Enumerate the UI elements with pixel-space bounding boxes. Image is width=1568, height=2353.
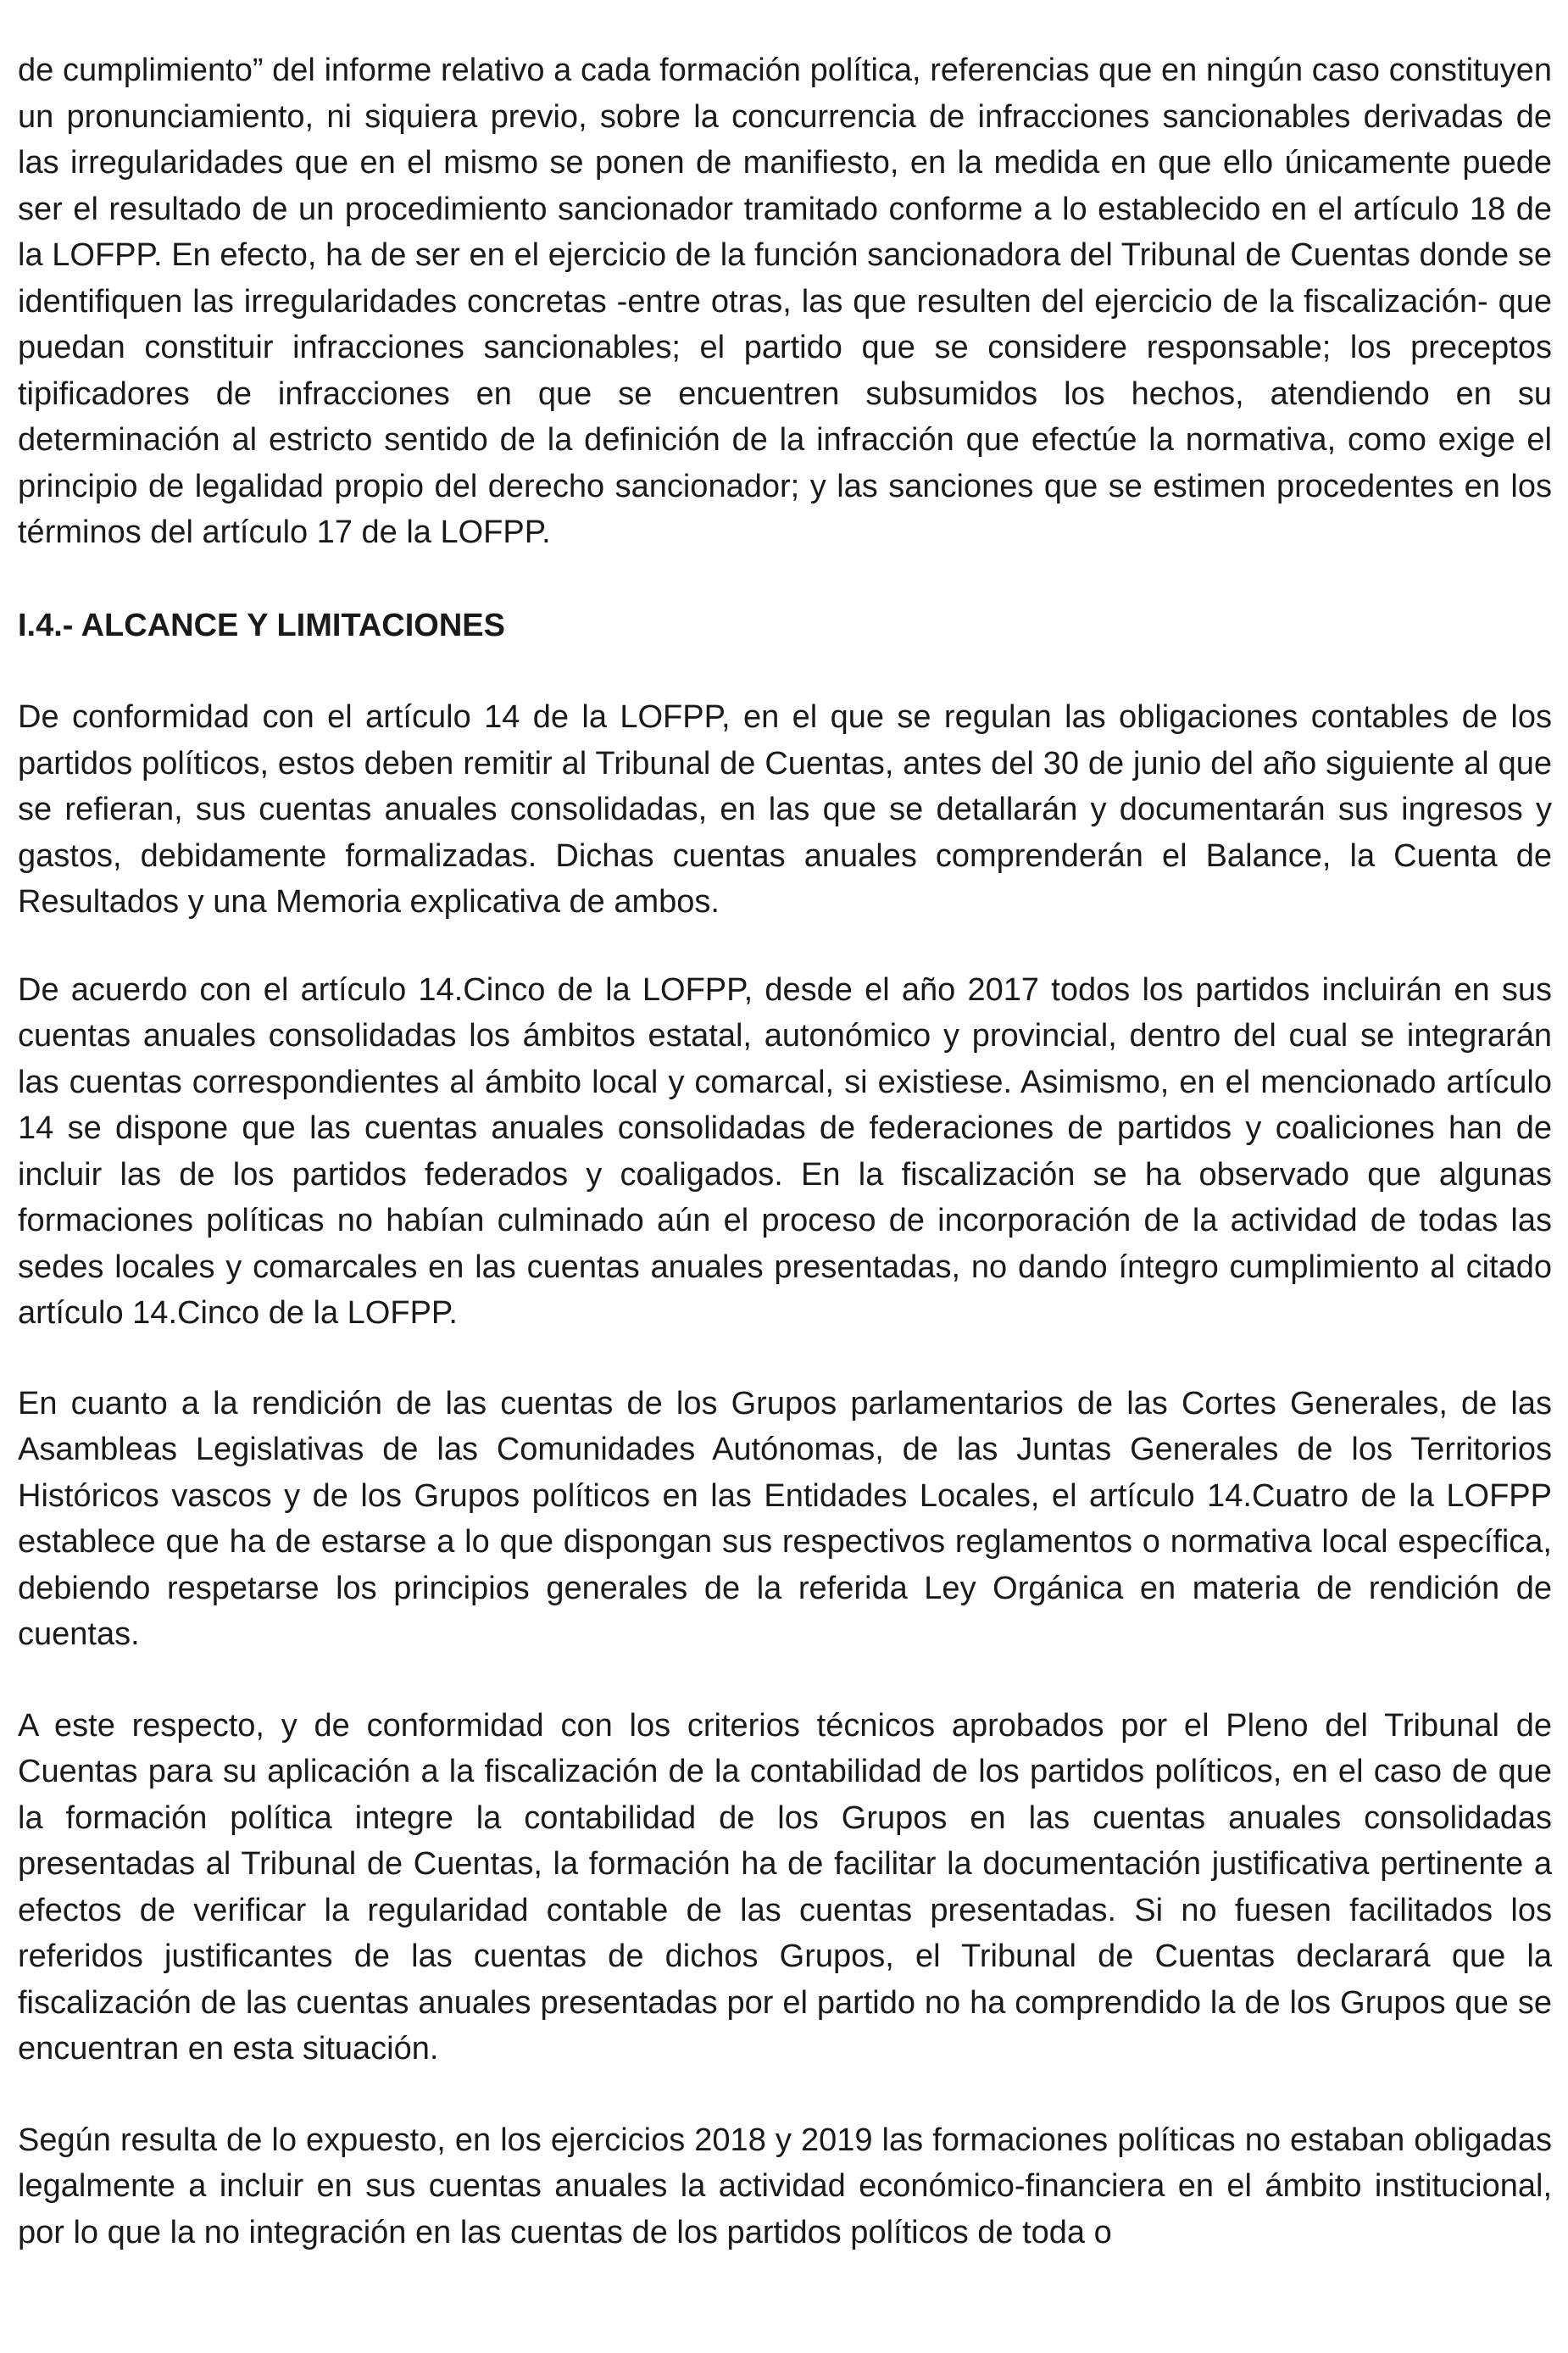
- paragraph-grupos-parlamentarios: En cuanto a la rendición de las cuentas de los Grupos parlamentarios de las Cortes Generales, de las Asambleas Legislativas de las Comunidades Autónomas, de las Juntas Generales de los Territorios Históricos vascos y de los Grupos políticos en las Entidades Locales, el artículo 14.Cuatro de la LOFPP establece que ha de estarse a lo que dispongan sus respectivos reglamentos o normativa local específica, debiendo respetarse los principios generales de la referida Ley Orgánica en materia de rendición de cuentas.: [18, 1385, 1552, 1652]
- paragraph-criterios-tecnicos: A este respecto, y de conformidad con los criterios técnicos aprobados por el Pleno del Tribunal de Cuentas para su aplicación a la fiscalización de la contabilidad de los partidos políticos, en el caso de que la formación política integre la contabilidad de los Grupos en las cuentas anuales consolidadas presentadas al Tribunal de Cuentas, la formación ha de facilitar la documentación justificativa pertinente a efectos de verificar la regularidad contable de las cuentas presentadas. Si no fuesen facilitados los referidos justificantes de las cuentas de dichos Grupos, el Tribunal de Cuentas declarará que la fiscalización de las cuentas anuales presentadas por el partido no ha comprendido la de los Grupos que se encuentran en esta situación.: [18, 1707, 1552, 2067]
- paragraph-article-14-cinco: De acuerdo con el artículo 14.Cinco de la LOFPP, desde el año 2017 todos los partidos incluirán en sus cuentas anuales consolidadas los ámbitos estatal, autonómico y provincial, dentro del cual se integrarán las cuentas correspondientes al ámbito local y comarcal, si existiese. Asimismo, en el mencionado artículo 14 se dispone que las cuentas anuales consolidadas de federaciones de partidos y coaliciones han de incluir las de los partidos federados y coaligados. En la fiscalización se ha observado que algunas formaciones políticas no habían culminado aún el proceso de incorporación de la actividad de todas las sedes locales y comarcales en las cuentas anuales presentadas, no dando íntegro cumplimiento al citado artículo 14.Cinco de la LOFPP.: [18, 971, 1552, 1331]
- section-heading: I.4.- ALCANCE Y LIMITACIONES: [18, 607, 505, 643]
- paragraph-continuation: de cumplimiento” del informe relativo a cada formación política, referencias que en ningún caso constituyen un pronunciamiento, ni siquiera previo, sobre la concurrencia de infracciones sancionables derivadas de las irregularidades que en el mismo se ponen de manifiesto, en la medida en que ello únicamente puede ser el resultado de un procedimiento sancionador tramitado conforme a lo establecido en el artículo 18 de la LOFPP. En efecto, ha de ser en el ejercicio de la función sancionadora del Tribunal de Cuentas donde se identifiquen las irregularidades concretas -entre otras, las que resulten del ejercicio de la fiscalización- que puedan constituir infracciones sancionables; el partido que se considere responsable; los preceptos tipificadores de infracciones en que se encuentren subsumidos los hechos, atendiendo en su determinación al estricto sentido de la definición de la infracción que efectúe la normativa, como exige el principio de legalidad propio del derecho sancionador; y las sanciones que se estimen procedentes en los términos del artículo 17 de la LOFPP.: [18, 53, 1552, 550]
- paragraph-ejercicios-2018-2019: Según resulta de lo expuesto, en los ejercicios 2018 y 2019 las formaciones políticas no estaban obligadas legalmente a incluir en sus cuentas anuales la actividad económico-financiera en el ámbito institucional, por lo que la no integración en las cuentas de los partidos políticos de toda o: [18, 2122, 1552, 2250]
- document-page: [18, 47, 1552, 2256]
- paragraph-article-14: De conformidad con el artículo 14 de la LOFPP, en el que se regulan las obligaciones contables de los partidos políticos, estos deben remitir al Tribunal de Cuentas, antes del 30 de junio del año siguiente al que se refieran, sus cuentas anuales consolidadas, en las que se detallarán y documentarán sus ingresos y gastos, debidamente formalizadas. Dichas cuentas anuales comprenderán el Balance, la Cuenta de Resultados y una Memoria explicativa de ambos.: [18, 699, 1552, 920]
